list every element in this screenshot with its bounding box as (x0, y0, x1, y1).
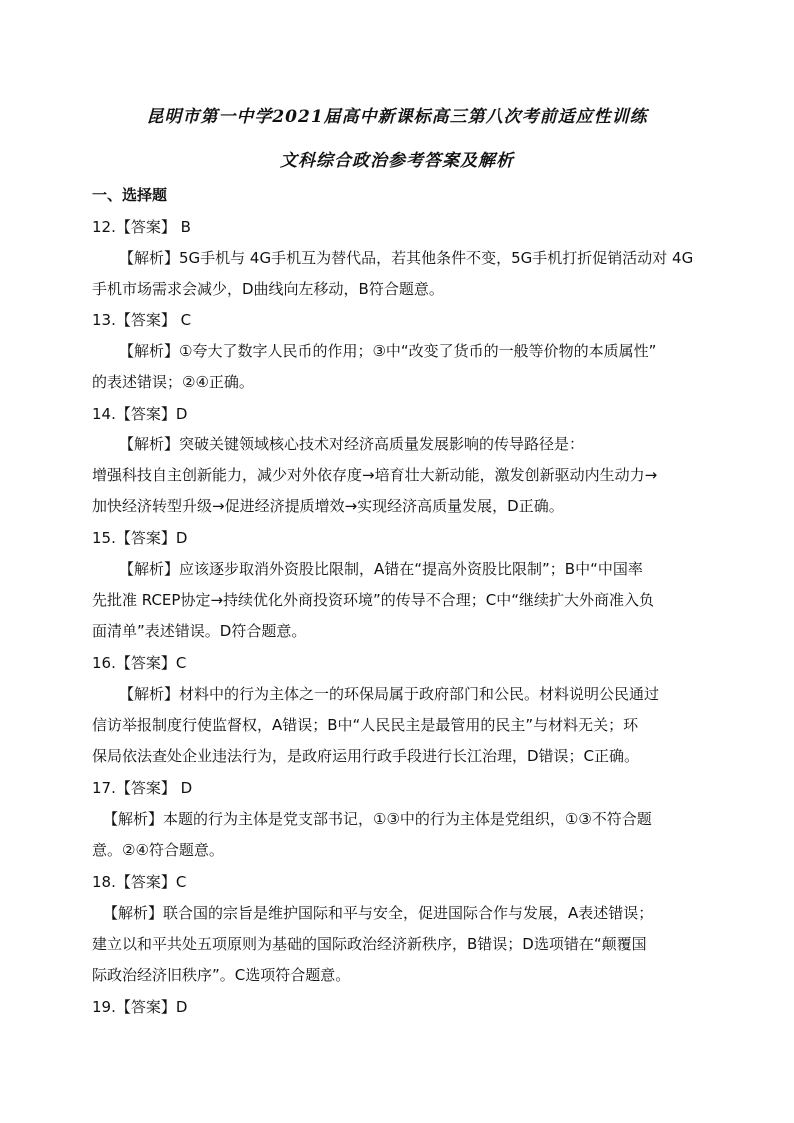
explanation-17-line1: 【解析】本题的行为主体是党支部书记，①③中的行为主体是党组织，①③不符合题 (103, 810, 652, 828)
explanation-12-line1: 【解析】5G手机与 4G手机互为替代品，若其他条件不变，5G手机打折促销活动对 4G (119, 249, 694, 267)
document-title: 昆明市第一中学2021届高中新课标高三第八次考前适应性训练 (146, 107, 648, 127)
explanation-12-line2: 手机市场需求会减少，D曲线向左移动，B符合题意。 (92, 280, 444, 298)
explanation-16-line2: 信访举报制度行使监督权，A错误；B中“人民民主是最管用的民主”与材料无关；环 (92, 716, 639, 734)
explanation-15-line1: 【解析】应该逐步取消外资股比限制，A错在“提高外资股比限制”；B中“中国率 (119, 560, 643, 578)
explanation-17-line2: 意。②④符合题意。 (92, 841, 224, 859)
answer-15: 15.【答案】D (92, 529, 188, 547)
explanation-13-line1: 【解析】①夸大了数字人民币的作用；③中“改变了货币的一般等价物的本质属性” (119, 342, 657, 360)
explanation-13-line2: 的表述错误；②④正确。 (92, 373, 254, 391)
explanation-14-line1: 【解析】突破关键领域核心技术对经济高质量发展影响的传导路径是： (119, 435, 585, 453)
answer-16: 16.【答案】C (92, 654, 187, 672)
explanation-14-line2: 增强科技自主创新能力，减少对外依存度→培育壮大新动能，激发创新驱动内生动力→ (92, 466, 658, 484)
explanation-16-line3: 保局依法查处企业违法行为，是政府运用行政手段进行长江治理，D错误；C正确。 (92, 747, 640, 765)
answer-17: 17.【答案】 D (92, 779, 193, 797)
answer-19: 19.【答案】D (92, 998, 188, 1016)
explanation-16-line1: 【解析】材料中的行为主体之一的环保局属于政府部门和公民。材料说明公民通过 (119, 685, 660, 703)
explanation-15-line2: 先批准 RCEP协定→持续优化外商投资环境”的传导不合理；C中“继续扩大外商准入负 (92, 591, 655, 609)
answer-13: 13.【答案】 C (92, 311, 192, 329)
explanation-15-line3: 面清单”表述错误。D符合题意。 (92, 622, 307, 640)
explanation-14-line3: 加快经济转型升级→促进经济提质增效→实现经济高质量发展，D正确。 (92, 497, 564, 515)
explanation-18-line3: 际政治经济旧秩序”。C选项符合题意。 (92, 966, 351, 984)
answer-18: 18.【答案】C (92, 873, 187, 891)
explanation-18-line1: 【解析】联合国的宗旨是维护国际和平与安全，促进国际合作与发展，A表述错误； (103, 904, 654, 922)
explanation-18-line2: 建立以和平共处五项原则为基础的国际政治经济新秩序，B错误；D选项错在“颠覆国 (92, 935, 647, 953)
answer-12: 12.【答案】 B (92, 218, 191, 236)
document-subtitle: 文科综合政治参考答案及解析 (280, 151, 514, 171)
answer-14: 14.【答案】D (92, 405, 188, 423)
section-heading: 一、选择题 (92, 186, 168, 204)
